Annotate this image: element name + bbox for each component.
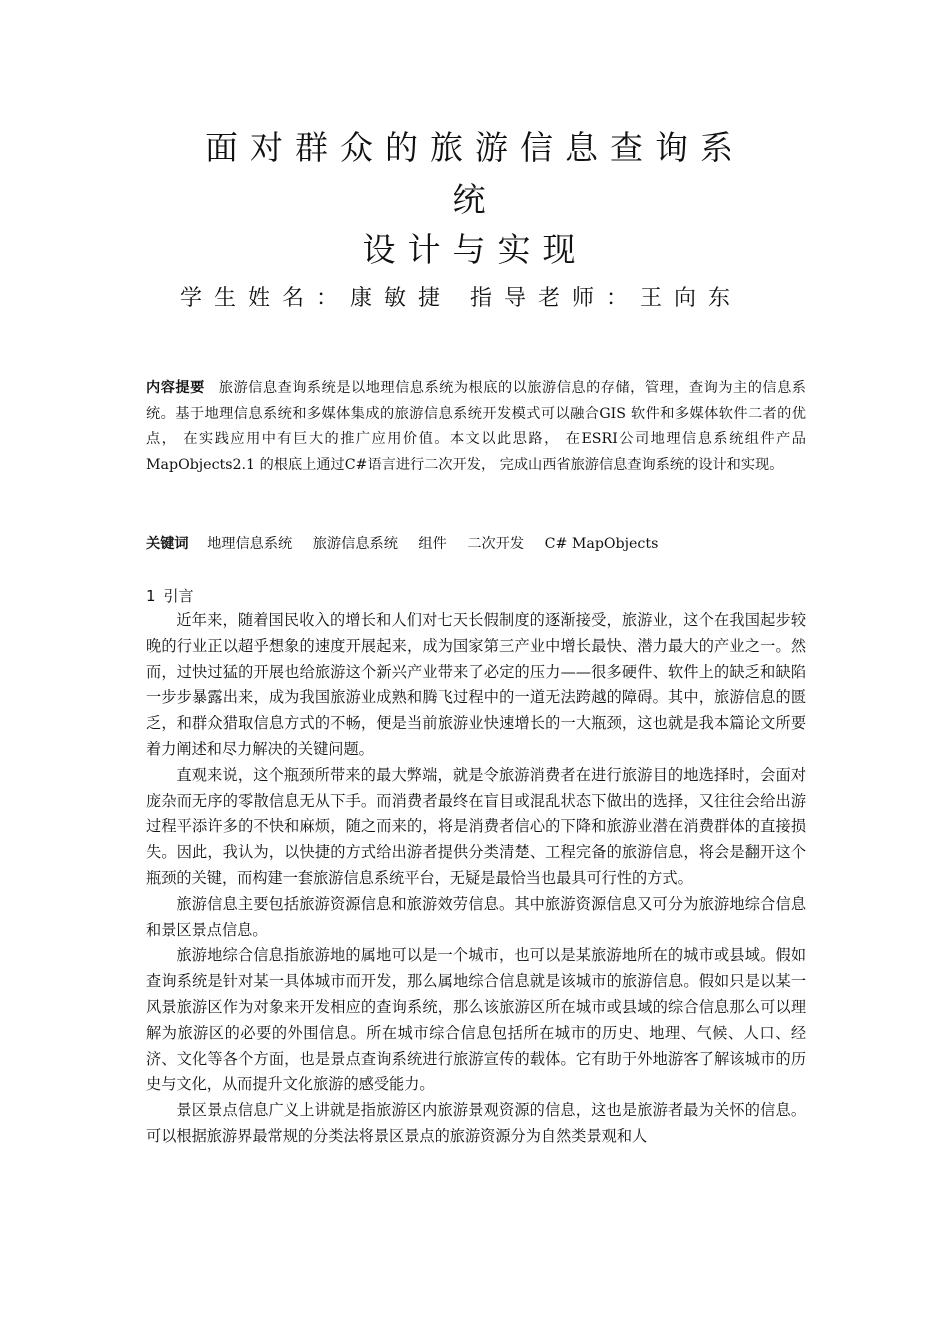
section-title: 引言	[163, 587, 194, 605]
advisor-name: 王向东	[640, 286, 743, 311]
abstract-text: 旅游信息查询系统是以地理信息系统为根底的以旅游信息的存储，管理，查询为主的信息系统。基于地理信息系统和多媒体集成的旅游信息系统开发模式可以融合GIS 软件和多媒体软件二者的优点， 在实践应用中有巨大的推广应用价值。本文以此思路， 在ESRI公司地理信息系统组件产品MapObjects2.1 的根底上通过C#语言进行二次开发， 完成山西省旅游信息查询系统的设计和实现。	[146, 380, 806, 473]
title-line-2: 统	[452, 180, 498, 219]
section-number: 1	[146, 587, 156, 605]
body-text	[146, 608, 806, 1150]
student-name: 康敏捷	[350, 286, 453, 311]
abstract-label: 内容提要	[146, 380, 205, 396]
author-line	[180, 284, 780, 314]
abstract	[146, 376, 806, 478]
paragraph: 景区景点信息广义上讲就是指旅游区内旅游景观资源的信息，这也是旅游者最为关怀的信息。可以根据旅游界最常规的分类法将景区景点的旅游资源分为自然类景观和人	[146, 1101, 806, 1145]
keywords	[146, 532, 806, 557]
title-line-3: 设计与实现	[362, 230, 588, 269]
paragraph: 旅游地综合信息指旅游地的属地可以是一个城市，也可以是某旅游地所在的城市或县域。假如查询系统是针对某一具体城市而开发，那么属地综合信息就是该城市的旅游信息。假如只是以某一风景旅游区作为对象来开发相应的查询系统，那么该旅游区所在城市或县域的综合信息那么可以理解为旅游区的必要的外围信息。所在城市综合信息包括所在城市的历史、地理、气候、人口、经济、文化等各个方面，也是景点查询系统进行旅游宣传的载体。它有助于外地游客了解该城市的历史与文化，从而提升文化旅游的感受能力。	[146, 946, 806, 1094]
keyword-item: C# MapObjects	[544, 536, 659, 552]
section-heading	[146, 584, 194, 608]
keyword-item: 旅游信息系统	[312, 536, 398, 552]
title-line-1: 面对群众的旅游信息查询系	[205, 128, 745, 167]
advisor-label: 指导老师：	[470, 286, 641, 311]
paragraph: 旅游信息主要包括旅游资源信息和旅游效劳信息。其中旅游资源信息又可分为旅游地综合信息和景区景点信息。	[146, 894, 806, 939]
keyword-item: 二次开发	[467, 536, 525, 552]
student-label: 学生姓名：	[180, 286, 351, 311]
keywords-label: 关键词	[146, 536, 189, 552]
paragraph: 直观来说，这个瓶颈所带来的最大弊端，就是令旅游消费者在进行旅游目的地选择时，会面对庞杂而无序的零散信息无从下手。而消费者最终在盲目或混乱状态下做出的选择，又往往会给出游过程平添许多的不快和麻烦，随之而来的，将是消费者信心的下降和旅游业潜在消费群体的直接损失。因此，我认为，以快捷的方式给出游者提供分类清楚、工程完备的旅游信息，将会是翻开这个瓶颈的关键，而构建一套旅游信息系统平台，无疑是最恰当也最具可行性的方式。	[146, 765, 806, 887]
keyword-item: 地理信息系统	[207, 536, 293, 552]
paragraph: 近年来，随着国民收入的增长和人们对七天长假制度的逐渐接受，旅游业，这个在我国起步较晚的行业正以超乎想象的速度开展起来，成为国家第三产业中增长最快、潜力最大的产业之一。然而，过快过猛的开展也给旅游这个新兴产业带来了必定的压力——很多硬件、软件上的缺乏和缺陷一步步暴露出来，成为我国旅游业成熟和腾飞过程中的一道无法跨越的障碍。其中，旅游信息的匮乏，和群众猎取信息方式的不畅，便是当前旅游业快速增长的一大瓶颈，这也就是我本篇论文所要着力阐述和尽力解决的关键问题。	[146, 611, 806, 758]
keyword-item: 组件	[418, 536, 447, 552]
